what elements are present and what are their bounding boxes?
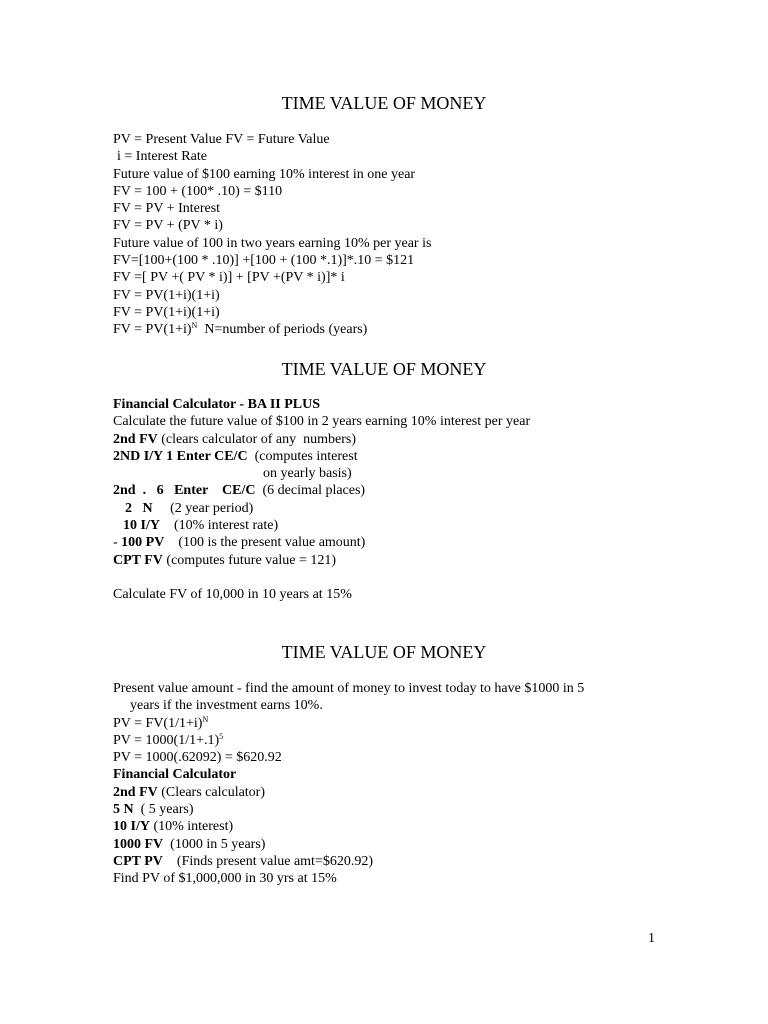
calc-keys: CPT PV	[113, 853, 163, 869]
text-line: FV = PV(1+i)(1+i)	[113, 287, 220, 303]
text-line: PV = Present Value FV = Future Value	[113, 132, 330, 147]
calc-keys: 2nd . 6 Enter CE/C	[113, 483, 256, 499]
calc-desc: (Clears calculator)	[157, 784, 266, 800]
calc-step-continued: on yearly basis)	[263, 466, 352, 482]
calc-keys: 10 I/Y	[113, 819, 150, 835]
calc-keys: 2nd FV	[113, 784, 158, 800]
calc-step	[113, 517, 733, 534]
calc-desc: (computes interest	[247, 448, 358, 464]
calc-desc: (1000 in 5 years)	[163, 836, 266, 852]
text-line: FV = PV + Interest	[113, 201, 221, 217]
section3-body	[113, 680, 733, 888]
text-line: FV =[ PV +( PV * i)] + [PV +(PV * i)]* i	[113, 270, 345, 286]
calc-keys: 2nd FV	[113, 431, 158, 447]
formula-note: N=number of periods (years)	[197, 322, 368, 338]
calc-desc: (Finds present value amt=$620.92)	[162, 853, 374, 869]
section2-body	[113, 396, 733, 603]
calc-step	[113, 534, 733, 551]
calc-desc: ( 5 years)	[133, 802, 194, 818]
text-line: FV = PV(1+i)(1+i)	[113, 304, 220, 320]
calc-desc: (6 decimal places)	[255, 483, 366, 499]
exercise-text: Find PV of $1,000,000 in 30 yrs at 15%	[113, 871, 337, 887]
formula-exponent: N	[191, 321, 198, 331]
calc-step	[113, 784, 733, 801]
calc-keys: 10 I/Y	[123, 518, 160, 534]
calc-desc: (computes future value = 121)	[162, 552, 337, 568]
calc-keys: 1000 FV	[113, 836, 164, 852]
calc-step	[113, 552, 733, 569]
text-line: Future value of 100 in two years earning 10% per year is	[113, 235, 432, 251]
section2-title: TIME VALUE OF MONEY	[281, 359, 487, 379]
calc-keys: CPT FV	[113, 552, 163, 568]
formula-exponent: 5	[219, 731, 224, 741]
section1-title: TIME VALUE OF MONEY	[281, 93, 487, 113]
calc-step	[113, 448, 733, 465]
calculator-heading: Financial Calculator - BA II PLUS	[113, 397, 321, 412]
calculator-heading: Financial Calculator	[113, 767, 237, 783]
formula-line	[113, 321, 733, 338]
calc-step	[113, 482, 733, 499]
calc-step	[113, 801, 733, 818]
calc-step	[113, 500, 733, 517]
formula-base: FV = PV(1+i)	[113, 322, 192, 338]
formula-base: PV = 1000(1/1+.1)	[113, 732, 220, 748]
formula-exponent: N	[202, 714, 209, 724]
calc-desc: (100 is the present value amount)	[164, 535, 366, 551]
text-line: Future value of $100 earning 10% interest in one year	[113, 166, 416, 182]
section1-body	[113, 131, 733, 339]
text-line: Calculate the future value of $100 in 2 years earning 10% interest per year	[113, 414, 531, 430]
calc-desc: (clears calculator of any numbers)	[157, 431, 356, 447]
calc-step	[113, 853, 733, 870]
calc-step	[113, 836, 733, 853]
exercise-text: Calculate FV of 10,000 in 10 years at 15%	[113, 586, 352, 602]
text-line: Present value amount - find the amount of money to invest today to have $1000 in 5	[113, 681, 585, 696]
section3-title: TIME VALUE OF MONEY	[281, 642, 487, 662]
calc-prefix: -	[113, 535, 122, 551]
page-number: 1	[648, 931, 655, 946]
formula-base: PV = FV(1/1+i)	[113, 715, 203, 731]
formula-line	[113, 715, 733, 732]
calc-desc: (2 year period)	[152, 500, 254, 516]
text-line: FV = 100 + (100* .10) = $110	[113, 183, 283, 199]
calc-desc: (10% interest)	[149, 819, 234, 835]
calc-step	[113, 431, 733, 448]
calc-keys: 5 N	[113, 802, 134, 818]
text-line: FV = PV + (PV * i)	[113, 218, 223, 234]
calc-step	[113, 818, 733, 835]
calc-keys: 2ND I/Y 1 Enter CE/C	[113, 448, 248, 464]
calc-keys: 100 PV	[121, 535, 165, 551]
text-line: years if the investment earns 10%.	[130, 698, 323, 714]
text-line: FV=[100+(100 * .10)] +[100 + (100 *.1)]*.10 = $121	[113, 253, 415, 269]
calc-keys: 2 N	[125, 500, 153, 516]
formula-line	[113, 732, 733, 749]
calc-desc: (10% interest rate)	[159, 518, 279, 534]
formula-line: PV = 1000(.62092) = $620.92	[113, 750, 282, 766]
text-line: i = Interest Rate	[117, 149, 207, 165]
